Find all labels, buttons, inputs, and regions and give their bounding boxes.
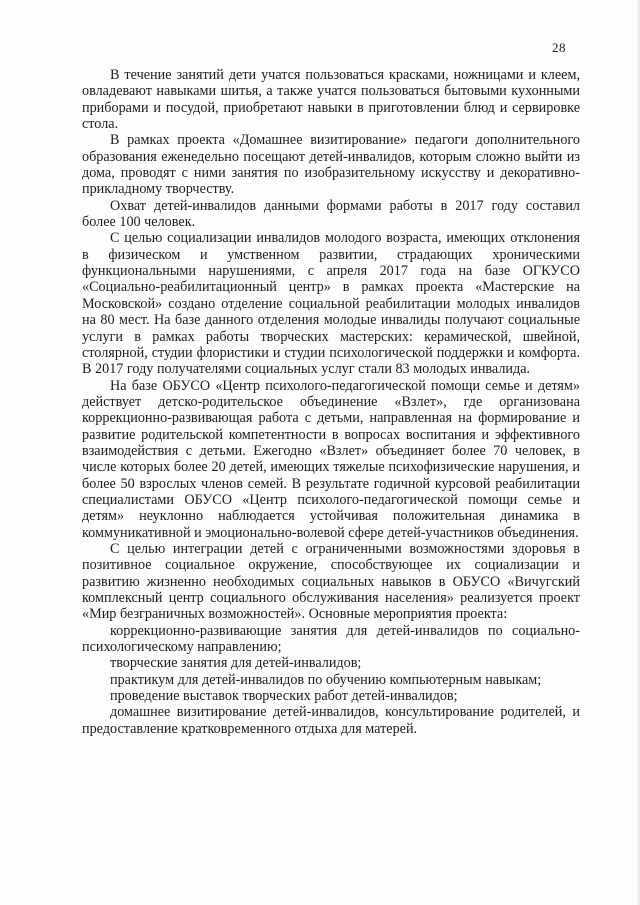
paragraph-home-visiting: В рамках проекта «Домашнее визитирование» педагоги дополнительного образования еженедельно посещают детей-инвалидов, которым сложно выйти из дома, проводят с ними занятия по изобразительному искусству и декоративно-прикладному творчеству. — [82, 132, 580, 198]
paragraph-project-intro: С целью интеграции детей с ограниченными возможностями здоровья в позитивное социальное окружение, способствующее их социализации и развитию жизненно необходимых социальных навыков в ОБУСО «Вичугский комплексный центр социального обслуживания населения» реализуется проект «Мир безграничных возможностей». Основные мероприятия проекта: — [82, 540, 580, 623]
project-item: творческие занятия для детей-инвалидов; — [110, 655, 362, 672]
project-item: проведение выставок творческих работ детей-инвалидов; — [110, 688, 458, 705]
project-item: коррекционно-развивающие занятия для детей-инвалидов по социально-психологическому направлению; — [82, 622, 580, 656]
paragraph-young-disabled: С целью социализации инвалидов молодого возраста, имеющих отклонения в физическом и умственном развитии, страдающих хроническими функциональными нарушениями, с апреля 2017 года на базе ОГКУСО «Социально-реабилитационный центр» в рамках проекта «Мастерские на Московской» создано отделение социальной реабилитации молодых инвалидов на 80 мест. На базе данного отделения молодые инвалиды получают социальные услуги в рамках работы творческих мастерских: керамической, швейной, столярной, студии флористики и студии психологической поддержки и комфорта. В 2017 году получателями социальных услуг стали 83 молодых инвалида. — [82, 230, 580, 378]
paragraph-coverage: Охват детей-инвалидов данными формами работы в 2017 году составил более 100 человек. — [82, 197, 580, 231]
page-number: 28 — [552, 40, 566, 55]
project-item: домашнее визитирование детей-инвалидов, консультирование родителей, и предоставление кратковременного отдыха для матерей. — [82, 704, 580, 737]
paragraph-activities: В течение занятий дети учатся пользоваться красками, ножницами и клеем, овладевают навыками шитья, а также учатся пользоваться бытовыми кухонными приборами и посудой, приобретают навыки в приготовлении блюд и сервировке стола. — [82, 67, 580, 133]
body-text — [82, 67, 580, 737]
paragraph-vzlet: На базе ОБУСО «Центр психолого-педагогической помощи семье и детям» действует детско-родительское объединение «Взлет», где организована коррекционно-развивающая работа с детьми, направленная на формирование и развитие родительской компетентности в вопросах воспитания и эффективного взаимодействия с детьми. Ежегодно «Взлет» объединяет более 70 человек, в числе которых более 20 детей, имеющих тяжелые психофизические нарушения, и более 50 взрослых членов семей. В результате годичной курсовой реабилитации специалистами ОБУСО «Центр психолого-педагогической помощи семье и детям» неуклонно наблюдается устойчивая положительная динамика в коммуникативной и эмоционально-волевой сфере детей-участников объединения. — [82, 377, 580, 541]
project-item: практикум для детей-инвалидов по обучению компьютерным навыкам; — [110, 671, 542, 688]
